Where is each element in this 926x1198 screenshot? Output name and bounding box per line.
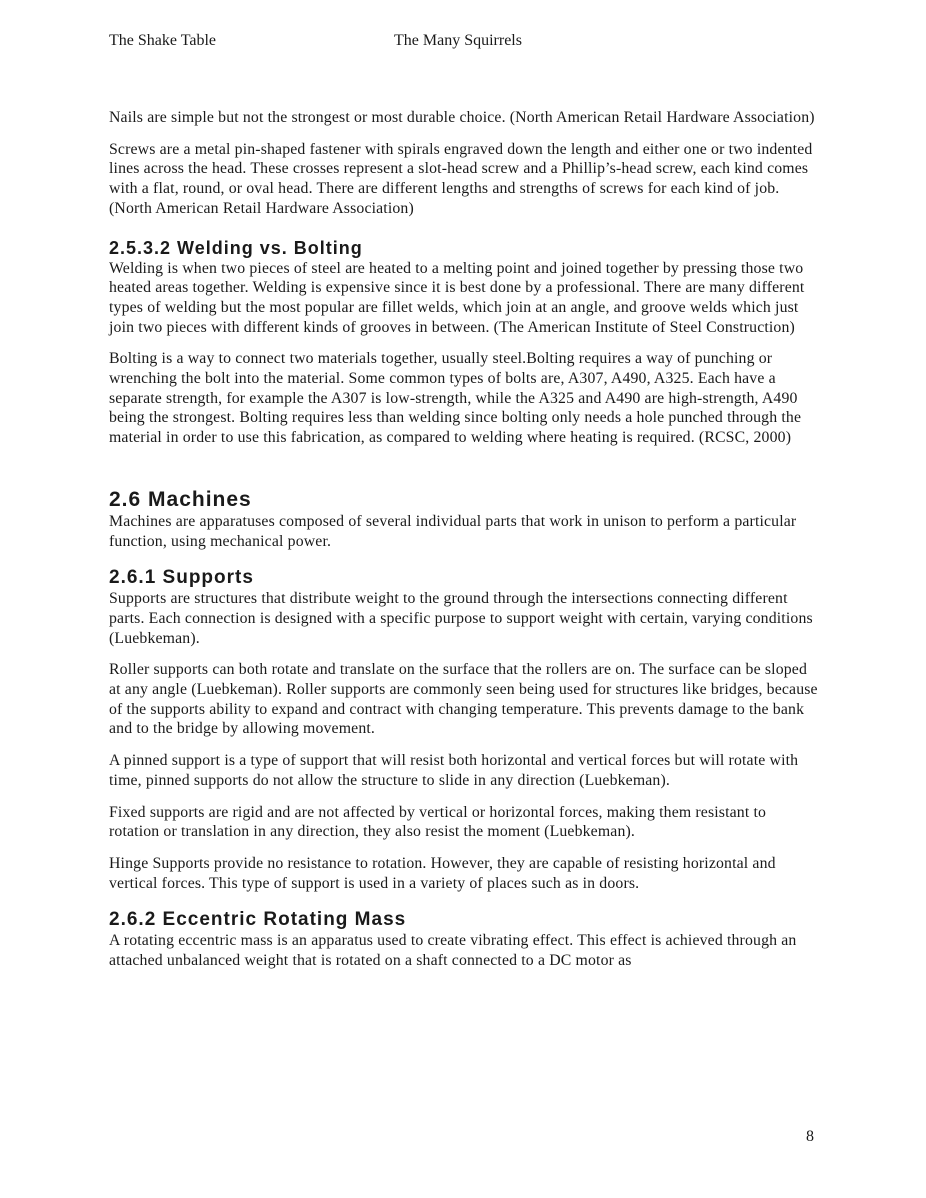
heading-supports: 2.6.1 Supports — [109, 567, 254, 589]
paragraph-pinned-support: A pinned support is a type of support that will resist both horizontal and vertical forces but will rotate with time, pinned supports do not allow the structure to slide in any direction (Luebkeman). — [109, 752, 799, 789]
page-number: 8 — [806, 1128, 814, 1145]
paragraph-fixed-supports: Fixed supports are rigid and are not affected by vertical or horizontal forces, making them resistant to rotation or translation in any direction, they also resist the moment (Luebkeman). — [109, 803, 767, 841]
running-header-right: The Many Squirrels — [394, 32, 522, 49]
paragraph-hinge-supports: Hinge Supports provide no resistance to rotation. However, they are capable of resisting horizontal and vertical forces. This type of support is used in a variety of places such as in doors. — [109, 854, 776, 892]
running-header-left: The Shake Table — [109, 32, 216, 49]
paragraph-roller-supports: Roller supports can both rotate and translate on the surface that the rollers are on. The surface can be sloped at any angle (Luebkeman). Roller supports are commonly seen being used for structures like bridges, because of the supports ability to expand and contract with changing temperature. This prevents damage to the bank and to the bridge by allowing movement. — [109, 661, 818, 738]
paragraph-welding: Welding is when two pieces of steel are heated to a melting point and joined together by pressing those two heated areas together. Welding is expensive since it is best done by a professional. There are many different types of welding but the most popular are fillet welds, which join at an angle, and groove welds which just join two pieces with different kinds of grooves in between. (The American Institute of Steel Construction) — [109, 259, 805, 336]
paragraph-bolting: Bolting is a way to connect two materials together, usually steel.Bolting requires a way of punching or wrenching the bolt into the material. Some common types of bolts are, A307, A490, A325. Each have a separate strength, for example the A307 is low-strength, while the A325 and A490 are high-strength, A490 being the strongest. Bolting requires less than welding since bolting only needs a hole punched through the material in order to use this fabrication, as compared to welding where heating is required. (RCSC, 2000) — [109, 350, 802, 447]
heading-machines: 2.6 Machines — [109, 487, 252, 511]
paragraph-machines: Machines are apparatuses composed of several individual parts that work in unison to perform a particular function, using mechanical power. — [109, 512, 797, 550]
paragraph-screws: Screws are a metal pin-shaped fastener with spirals engraved down the length and either one or two indented lines across the head. These crosses represent a slot-head screw and a Phillip’s-head screw, each kind comes with a flat, round, or oval head. There are different lengths and strengths of screws for each kind of job. (North American Retail Hardware Association) — [109, 140, 813, 217]
heading-eccentric-rotating-mass: 2.6.2 Eccentric Rotating Mass — [109, 909, 407, 931]
paragraph-supports: Supports are structures that distribute weight to the ground through the intersections connecting different parts. Each connection is designed with a specific purpose to support weight with certain, varying conditions (Luebkeman). — [109, 590, 813, 647]
page-body — [109, 108, 819, 983]
paragraph-nails: Nails are simple but not the strongest or most durable choice. (North American Retail Hardware Association) — [109, 109, 815, 126]
paragraph-eccentric-rotating-mass: A rotating eccentric mass is an apparatus used to create vibrating effect. This effect is achieved through an attached unbalanced weight that is rotated on a shaft connected to a DC motor as — [109, 932, 797, 970]
heading-welding-vs-bolting: 2.5.3.2 Welding vs. Bolting — [109, 237, 363, 258]
